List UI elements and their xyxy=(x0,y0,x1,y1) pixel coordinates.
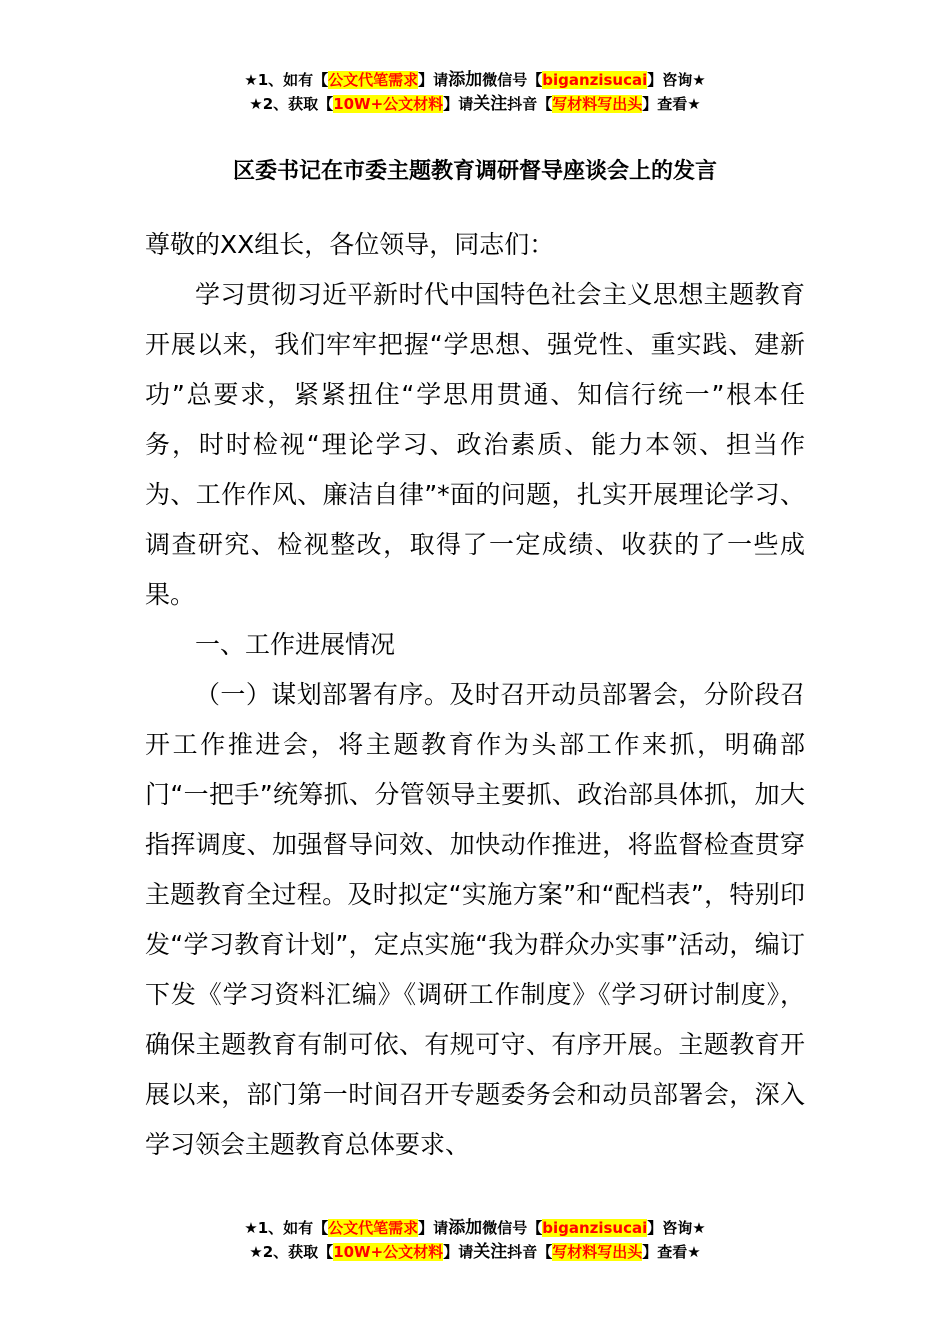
banner-line-2 xyxy=(0,1240,950,1264)
banner-highlight: 10W+公文材料 xyxy=(333,1243,444,1261)
banner-highlight: biganzisucai xyxy=(542,1219,648,1237)
banner-highlight: biganzisucai xyxy=(542,71,648,89)
section-heading: 一、工作进展情况 xyxy=(195,630,396,659)
banner-text: 】请 xyxy=(443,95,474,113)
paragraph-planning: （一）谋划部署有序。及时召开动员部署会，分阶段召开工作推进会，将主题教育作为头部工作来抓，明确部门“一把手”统筹抓、分管领导主要抓、政治部具体抓，加大指挥调度、加强督导问效、加快动作推进，将监督检查贯穿主题教育全过程。及时拟定“实施方案”和“配档表”，特别印发“学习教育计划”，定点实施“我为群众办实事”活动，编订下发《学习资料汇编》《调研工作制度》《学习研讨制度》，确保主题教育有制可依、有规可守、有序开展。主题教育开展以来，部门第一时间召开专题委务会和动员部署会，深入学习领会主题教育总体要求、 xyxy=(145,680,805,1159)
banner-text: ★2、获取【 xyxy=(249,95,334,113)
banner-emphasis: 添加 xyxy=(448,1218,483,1238)
banner-line-1 xyxy=(0,1216,950,1240)
banner-text: 微信号【 xyxy=(482,71,543,89)
banner-text: 】请 xyxy=(418,71,449,89)
banner-highlight: 公文代笔需求 xyxy=(328,1219,419,1237)
document-title: 区委书记在市委主题教育调研督导座谈会上的发言 xyxy=(232,159,717,184)
banner-text: ★1、如有【 xyxy=(244,1219,329,1237)
salutation: 尊敬的XX组长，各位领导，同志们： xyxy=(145,230,555,259)
banner-text: ★1、如有【 xyxy=(244,71,329,89)
banner-text: 】咨询★ xyxy=(647,71,706,89)
banner-highlight: 写材料写出头 xyxy=(552,95,643,113)
document-body xyxy=(145,220,805,1170)
header-banner xyxy=(0,68,950,116)
banner-emphasis: 关注 xyxy=(473,94,508,114)
banner-emphasis: 添加 xyxy=(448,70,483,90)
banner-line-2 xyxy=(0,92,950,116)
banner-text: 抖音【 xyxy=(507,1243,553,1261)
banner-highlight: 公文代笔需求 xyxy=(328,71,419,89)
banner-text: 抖音【 xyxy=(507,95,553,113)
banner-text: 】查看★ xyxy=(642,1243,701,1261)
banner-text: 】请 xyxy=(443,1243,474,1261)
paragraph-intro: 学习贯彻习近平新时代中国特色社会主义思想主题教育开展以来，我们牢牢把握“学思想、强党性、重实践、建新功”总要求，紧紧扭住“学思用贯通、知信行统一”根本任务，时时检视“理论学习、政治素质、能力本领、担当作为、工作作风、廉洁自律”*面的问题，扎实开展理论学习、调查研究、检视整改，取得了一定成绩、收获的了一些成果。 xyxy=(145,280,805,609)
banner-text: 】咨询★ xyxy=(647,1219,706,1237)
banner-text: ★2、获取【 xyxy=(249,1243,334,1261)
banner-highlight: 10W+公文材料 xyxy=(333,95,444,113)
banner-text: 】请 xyxy=(418,1219,449,1237)
banner-line-1 xyxy=(0,68,950,92)
banner-text: 微信号【 xyxy=(482,1219,543,1237)
banner-highlight: 写材料写出头 xyxy=(552,1243,643,1261)
banner-emphasis: 关注 xyxy=(473,1242,508,1262)
banner-text: 】查看★ xyxy=(642,95,701,113)
footer-banner xyxy=(0,1216,950,1264)
